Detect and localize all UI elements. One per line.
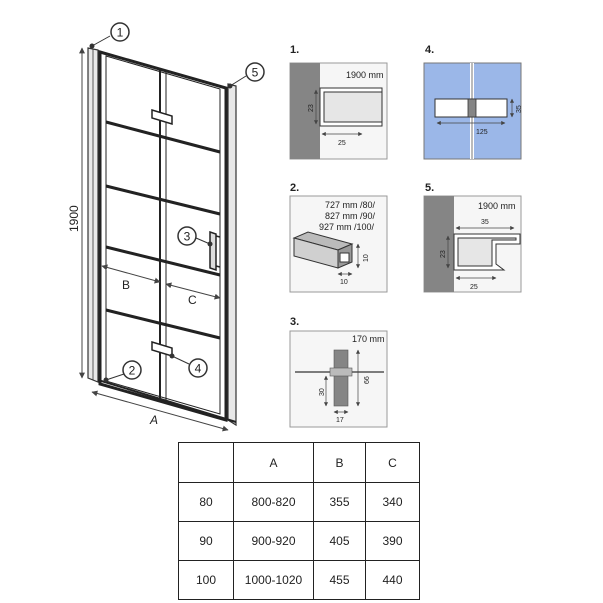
right-wall-profile <box>228 84 236 425</box>
detail-1-wall <box>290 63 320 159</box>
table-header-cell: C <box>366 443 420 483</box>
table-cell: 355 <box>314 483 366 522</box>
dim-height-label: 1900 <box>67 205 81 232</box>
callout-3 <box>178 227 213 247</box>
bottom-threshold <box>98 380 236 422</box>
table-header-row <box>179 443 420 483</box>
detail-1-title: 1. <box>290 44 300 56</box>
upper-handle <box>152 110 172 124</box>
callout-2 <box>104 361 142 383</box>
dim-a-label: A <box>150 413 159 427</box>
detail-5-note: 1900 mm <box>478 201 516 211</box>
detail-3 <box>290 316 387 427</box>
detail-2-dim-width: 10 <box>340 279 348 286</box>
detail-2-note-80: 727 mm /80/ <box>325 200 376 210</box>
door-grid-bars <box>106 122 220 338</box>
table-cell: 455 <box>314 561 366 600</box>
dim-c-label: C <box>188 293 197 307</box>
callout-4-number: 4 <box>194 361 202 376</box>
dim-c-arrow <box>166 284 220 307</box>
table-header-cell <box>179 443 234 483</box>
detail-4 <box>424 44 523 159</box>
detail-1-dim-height: 23 <box>308 104 315 112</box>
detail-1 <box>290 44 387 159</box>
table-cell: 800-820 <box>234 483 314 522</box>
callout-1-number: 1 <box>116 25 124 40</box>
detail-3-dim-depth: 30 <box>319 388 326 396</box>
table-row <box>179 483 420 522</box>
table-header-cell: A <box>234 443 314 483</box>
side-knob <box>210 232 220 270</box>
callout-5-number: 5 <box>251 65 259 80</box>
table-cell: 340 <box>366 483 420 522</box>
detail-4-title: 4. <box>425 44 435 56</box>
callout-1 <box>90 23 130 49</box>
callout-5 <box>228 63 265 89</box>
detail-2-dim-height: 10 <box>363 254 370 262</box>
detail-3-title: 3. <box>290 316 300 328</box>
table-cell: 900-920 <box>234 522 314 561</box>
detail-2-note-100: 927 mm /100/ <box>319 222 375 232</box>
table-cell: 80 <box>179 483 234 522</box>
detail-4-hinge <box>435 99 507 117</box>
detail-5-dim-top: 35 <box>481 219 489 226</box>
detail-3-dim-width: 17 <box>336 417 344 424</box>
detail-5-title: 5. <box>425 182 435 194</box>
detail-5-wall <box>424 196 454 292</box>
table-header-cell: B <box>314 443 366 483</box>
detail-5-dim-bottom: 25 <box>470 284 478 291</box>
dim-b-label: B <box>122 278 131 292</box>
detail-1-note: 1900 mm <box>346 70 384 80</box>
table-row <box>179 522 420 561</box>
detail-3-handle-block <box>334 350 348 406</box>
table-cell: 405 <box>314 522 366 561</box>
table-cell: 90 <box>179 522 234 561</box>
detail-1-profile <box>320 88 382 126</box>
detail-3-dim-height: 66 <box>364 376 371 384</box>
table-cell: 100 <box>179 561 234 600</box>
callout-4 <box>170 354 208 378</box>
detail-2 <box>290 182 387 292</box>
dim-b-arrow <box>102 266 160 292</box>
callout-3-number: 3 <box>183 229 191 244</box>
detail-2-title: 2. <box>290 182 300 194</box>
table-cell: 440 <box>366 561 420 600</box>
dimension-table <box>178 442 420 600</box>
detail-3-note: 170 mm <box>352 334 385 344</box>
left-wall-profile <box>88 48 98 382</box>
table-cell: 1000-1020 <box>234 561 314 600</box>
dim-height-arrow <box>67 48 82 378</box>
shower-door-illustration <box>67 23 264 430</box>
table-row <box>179 561 420 600</box>
detail-5-dim-height: 23 <box>440 250 447 258</box>
detail-1-dim-width: 25 <box>338 140 346 147</box>
callout-2-number: 2 <box>128 363 136 378</box>
detail-4-dim-height: 35 <box>516 105 523 113</box>
detail-2-note-90: 827 mm /90/ <box>325 211 376 221</box>
lower-handle <box>152 342 172 356</box>
table-cell: 390 <box>366 522 420 561</box>
detail-4-dim-width: 125 <box>476 129 488 136</box>
detail-5 <box>424 182 521 292</box>
